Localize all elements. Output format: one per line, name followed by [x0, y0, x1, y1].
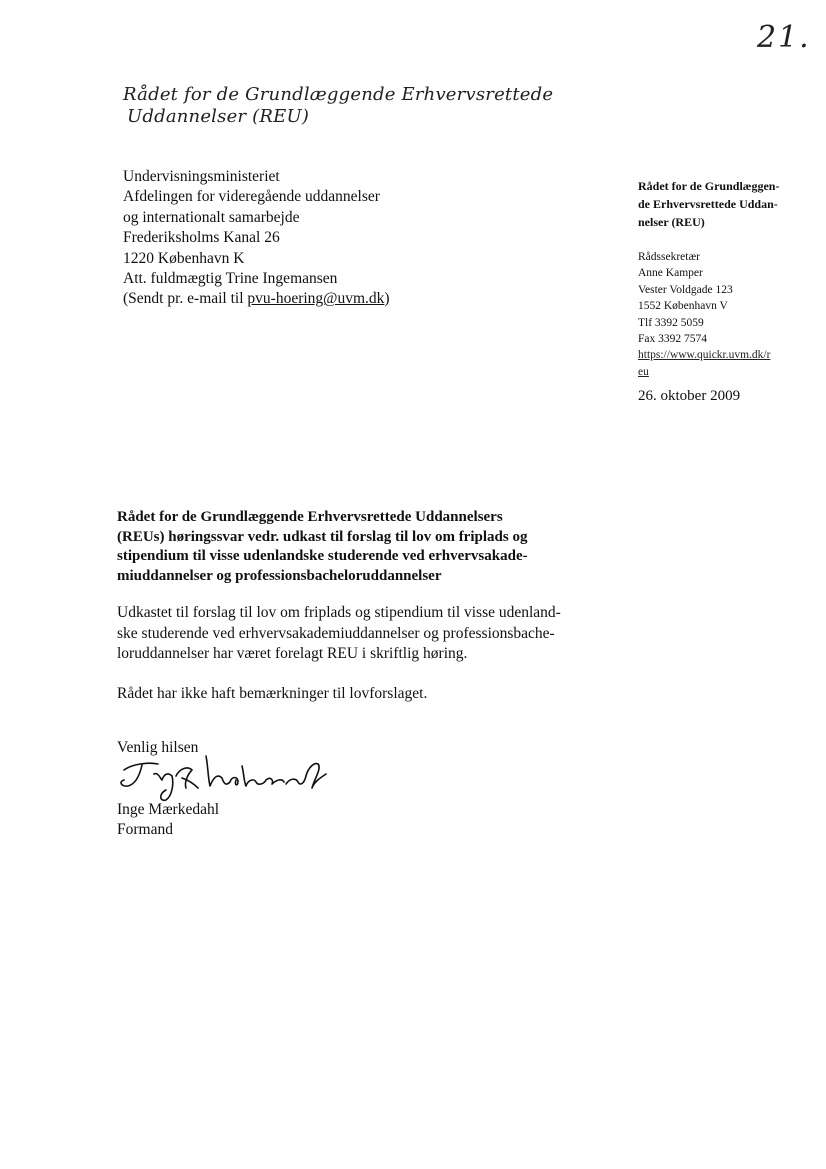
- handwritten-signature: [114, 744, 334, 804]
- recipient-address: [123, 167, 443, 310]
- recipient-line: Undervisningsministeriet: [123, 168, 280, 185]
- recipient-line: og internationalt samarbejde: [123, 208, 300, 226]
- recipient-line: Afdelingen for videregående uddannelser: [123, 188, 380, 206]
- sender-organization: [638, 177, 808, 231]
- sender-org-line: Rådet for de Grundlæggen-: [638, 179, 780, 193]
- sender-contact: [638, 249, 808, 380]
- body-line: Udkastet til forslag til lov om friplads og stipendium til visse udenland-: [117, 604, 561, 621]
- remark-paragraph: Rådet har ikke haft bemærkninger til lovforslaget.: [117, 685, 428, 702]
- subject-heading: [117, 508, 577, 586]
- sender-url-continued[interactable]: eu: [638, 365, 649, 378]
- letterhead-line: Rådet for de Grundlæggende Erhvervsrettede: [123, 84, 554, 105]
- recipient-line: 1220 København K: [123, 249, 245, 267]
- sender-contact-line: Fax 3392 7574: [638, 333, 707, 346]
- recipient-line: Att. fuldmægtig Trine Ingemansen: [123, 270, 338, 288]
- sender-contact-line: Vester Voldgade 123: [638, 283, 733, 296]
- sender-contact-line: 1552 København V: [638, 300, 728, 313]
- sent-prefix: (Sendt pr. e-mail til: [123, 290, 248, 308]
- signer-block: [117, 800, 219, 840]
- recipient-line: Frederiksholms Kanal 26: [123, 229, 280, 247]
- sender-block: [638, 177, 808, 406]
- letter-date: 26. oktober 2009: [638, 388, 741, 405]
- body-line: loruddannelser har været forelagt REU i skriftlig høring.: [117, 645, 468, 662]
- sender-url[interactable]: https://www.quickr.uvm.dk/r: [638, 349, 771, 362]
- email-link[interactable]: pvu-hoering@uvm.dk: [247, 290, 385, 308]
- sender-org-line: nelser (REU): [638, 215, 705, 229]
- closing-greeting: Venlig hilsen: [117, 739, 199, 756]
- subject-line: (REUs) høringssvar vedr. udkast til forslag til lov om friplads og: [117, 528, 528, 545]
- sender-contact-line: Rådssekretær: [638, 251, 700, 263]
- sent-suffix: ): [384, 290, 390, 308]
- subject-line: stipendium til visse udenlandske studerende ved erhvervsakade-: [117, 548, 528, 564]
- body-line: ske studerende ved erhvervsakademiuddannelser og professionsbache-: [117, 624, 555, 642]
- subject-line: miuddannelser og professionsbacheloruddannelser: [117, 567, 442, 584]
- page-number: 21.: [757, 20, 811, 55]
- body-paragraph: [117, 603, 587, 665]
- letterhead: [123, 84, 554, 128]
- sender-contact-line: Tlf 3392 5059: [638, 316, 704, 329]
- sender-org-line: de Erhvervsrettede Uddan-: [638, 197, 778, 211]
- letterhead-line: Uddannelser (REU): [127, 106, 310, 127]
- signer-title: Formand: [117, 821, 173, 838]
- recipient-sent-line: [123, 289, 443, 309]
- subject-line: Rådet for de Grundlæggende Erhvervsrettede Uddannelsers: [117, 509, 503, 525]
- signer-name: Inge Mærkedahl: [117, 801, 220, 818]
- sender-contact-line: Anne Kamper: [638, 267, 703, 280]
